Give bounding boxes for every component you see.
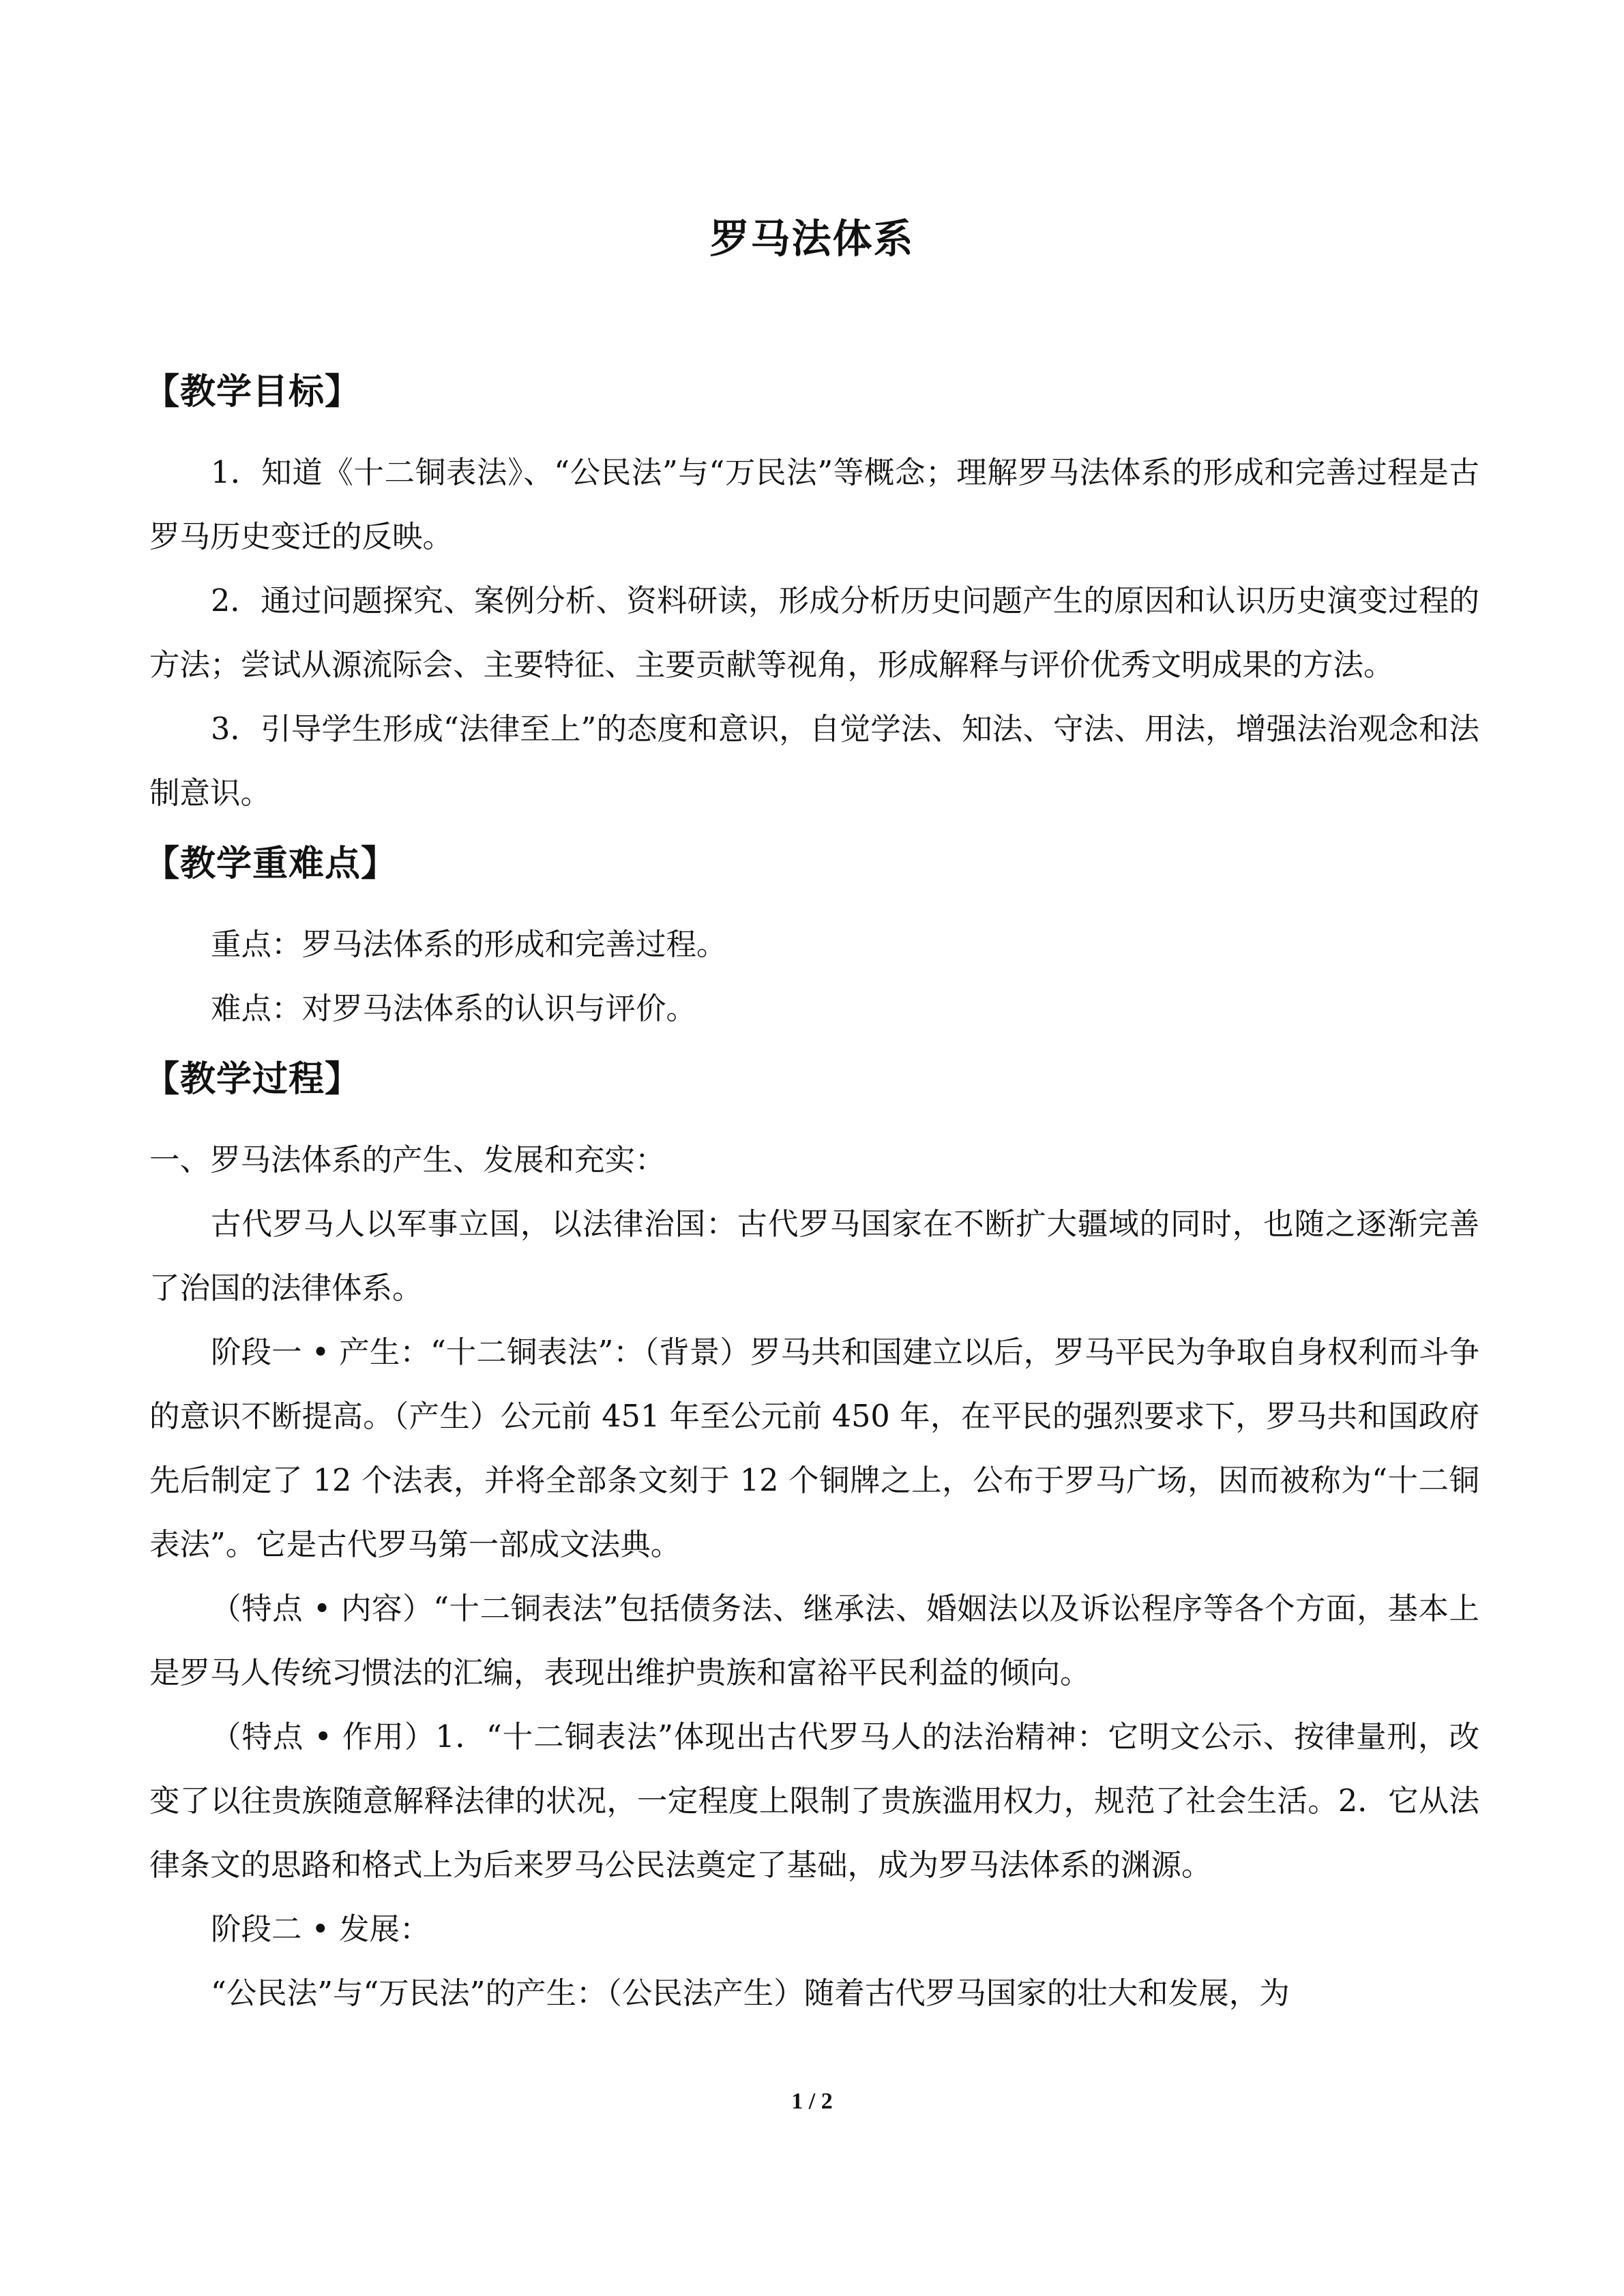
page-title: 罗马法体系 — [709, 215, 915, 262]
section-heading-key-points: 【教学重难点】 — [144, 844, 398, 884]
process-paragraph: （特点 • 作用）1．“十二铜表法”体现出古代罗马人的法治精神：它明文公示、按律量刑，改变了以往贵族随意解释法律的状况，一定程度上限制了贵族滥用权力，规范了社会生活。2．它从法律条文的思路和格式上为后来罗马公民法奠定了基础，成为罗马法体系的渊源。 — [149, 1720, 1479, 1883]
difficult-point-paragraph: 难点：对罗马法体系的认识与评价。 — [211, 992, 697, 1026]
key-point-paragraph: 重点：罗马法体系的形成和完善过程。 — [211, 927, 727, 962]
objective-paragraph: 2．通过问题探究、案例分析、资料研读，形成分析历史问题产生的原因和认识历史演变过程的方法；尝试从源流际会、主要特征、主要贡献等视角，形成解释与评价优秀文明成果的方法。 — [149, 584, 1479, 683]
process-paragraph: 阶段二 • 发展： — [211, 1912, 430, 1947]
objective-paragraph: 3．引导学生形成“法律至上”的态度和意识，自觉学法、知法、守法、用法，增强法治观念和法制意识。 — [149, 712, 1479, 811]
page-number: 1 / 2 — [791, 2089, 833, 2114]
process-paragraph: 古代罗马人以军事立国，以法律治国：古代罗马国家在不断扩大疆域的同时，也随之逐渐完善了治国的法律体系。 — [149, 1207, 1479, 1306]
section-heading-objectives: 【教学目标】 — [144, 372, 361, 413]
section-heading-process: 【教学过程】 — [144, 1059, 361, 1100]
process-paragraph: （特点 • 内容）“十二铜表法”包括债务法、继承法、婚姻法以及诉讼程序等各个方面，基本上是罗马人传统习惯法的汇编，表现出维护贵族和富裕平民利益的倾向。 — [149, 1592, 1479, 1690]
objective-paragraph: 1．知道《十二铜表法》、“公民法”与“万民法”等概念；理解罗马法体系的形成和完善过程是古罗马历史变迁的反映。 — [149, 456, 1479, 554]
process-paragraph: 阶段一 • 产生：“十二铜表法”：（背景）罗马共和国建立以后，罗马平民为争取自身权利而斗争的意识不断提高。（产生）公元前 451 年至公元前 450 年，在平民的强烈要求下，罗马共和国政府先后制定了 12 个法表，并将全部条文刻于 12 个铜牌之上，公布于罗马广场，因而被称为“十二铜表法”。它是古代罗马第一部成文法典。 — [149, 1335, 1479, 1562]
document-body — [144, 358, 1479, 2026]
process-subheading: 一、罗马法体系的产生、发展和充实： — [149, 1143, 666, 1178]
process-paragraph: “公民法”与“万民法”的产生：（公民法产生）随着古代罗马国家的壮大和发展，为 — [211, 1976, 1290, 2011]
